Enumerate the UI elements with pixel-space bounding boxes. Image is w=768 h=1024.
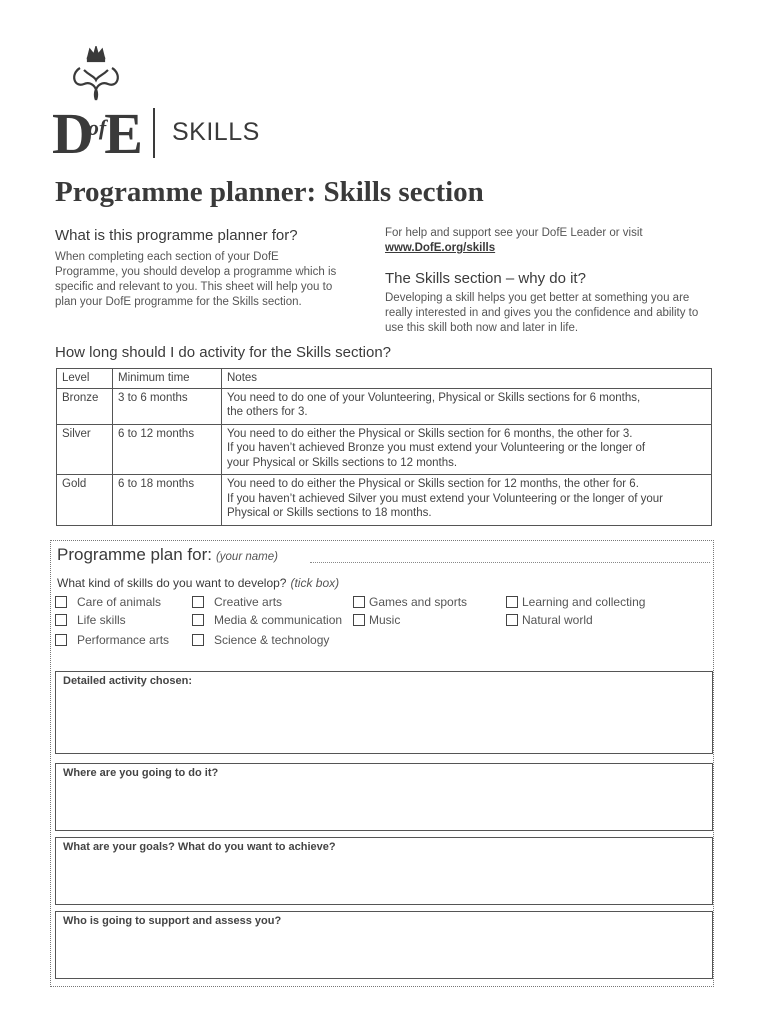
dofe-logo: $D^{of}E$ <box>52 101 139 166</box>
intro-left <box>55 227 345 310</box>
help-link[interactable]: www.DofE.org/skills <box>385 242 496 254</box>
table-row <box>57 475 712 526</box>
field-label: Detailed activity chosen: <box>63 675 192 687</box>
column-header: Notes <box>222 369 712 389</box>
checkbox-label: Learning and collecting <box>522 595 646 609</box>
logo-section-label: SKILLS <box>172 118 260 146</box>
intro-right <box>385 226 705 336</box>
checkbox-box[interactable] <box>506 614 518 626</box>
checkbox-care-of-animals[interactable] <box>55 595 161 609</box>
goals-field[interactable] <box>55 837 713 905</box>
checkbox-label: Natural world <box>522 613 593 627</box>
support-assessor-field[interactable] <box>55 911 713 979</box>
checkbox-label: Performance arts <box>77 633 170 647</box>
notes-cell <box>222 475 712 526</box>
table-row <box>57 388 712 424</box>
skills-question-text: What kind of skills do you want to develop? <box>57 576 287 590</box>
note-line: your Physical or Skills sections to 12 months. <box>227 456 458 469</box>
checkbox-natural-world[interactable] <box>506 613 593 627</box>
checkbox-label: Creative arts <box>214 595 283 609</box>
detailed-activity-field[interactable] <box>55 671 713 754</box>
checkbox-creative-arts[interactable] <box>192 595 282 609</box>
tick-box-hint: (tick box) <box>290 576 340 590</box>
checkbox-box[interactable] <box>353 596 365 608</box>
checkbox-science-technology[interactable] <box>192 633 329 647</box>
note-line: If you haven’t achieved Bronze you must extend your Volunteering or the longer of <box>227 442 646 454</box>
notes-cell <box>222 424 712 475</box>
checkbox-label: Music <box>369 613 401 627</box>
logo-divider <box>153 108 155 158</box>
name-hint: (your name) <box>215 551 278 563</box>
checkbox-box[interactable] <box>55 596 67 608</box>
note-line: Physical or Skills sections to 18 months. <box>227 507 432 519</box>
checkbox-label: Science & technology <box>214 633 330 647</box>
field-label: Where are you going to do it? <box>63 767 219 779</box>
checkbox-performance-arts[interactable] <box>55 633 169 647</box>
location-field[interactable] <box>55 763 713 831</box>
level-cell: Gold <box>57 475 113 526</box>
checkbox-box[interactable] <box>506 596 518 608</box>
checkbox-label: Media & communication <box>214 613 343 627</box>
checkbox-learning-and-collecting[interactable] <box>506 595 645 609</box>
page-title: Programme planner: Skills section <box>55 176 484 208</box>
name-input-line[interactable] <box>310 561 710 563</box>
checkbox-music[interactable] <box>353 613 400 627</box>
min-time-cell: 3 to 6 months <box>113 388 222 424</box>
checkbox-media-communication[interactable] <box>192 613 342 627</box>
note-line: If you haven’t achieved Silver you must extend your Volunteering or the longer of your <box>227 492 663 505</box>
checkbox-label: Care of animals <box>77 595 162 609</box>
checkbox-box[interactable] <box>192 614 204 626</box>
intro-heading: What is this programme planner for? <box>55 227 298 244</box>
level-cell: Silver <box>57 424 113 475</box>
plan-title-text: Programme plan for: <box>57 545 212 564</box>
note-line: the others for 3. <box>227 406 308 418</box>
checkbox-box[interactable] <box>353 614 365 626</box>
checkbox-box[interactable] <box>55 634 67 646</box>
duration-table <box>56 368 712 526</box>
checkbox-box[interactable] <box>55 614 67 626</box>
column-header: Minimum time <box>113 369 222 389</box>
plan-title <box>57 545 278 565</box>
note-line: You need to do either the Physical or Skills section for 12 months, the other for 6. <box>227 478 639 490</box>
duration-heading: How long should I do activity for the Skills section? <box>55 344 391 361</box>
notes-cell <box>222 388 712 424</box>
checkbox-label: Life skills <box>77 613 126 627</box>
column-header: Level <box>57 369 113 389</box>
note-line: You need to do one of your Volunteering, Physical or Skills sections for 6 months, <box>227 391 641 404</box>
skills-question <box>57 576 339 590</box>
why-body: Developing a skill helps you get better at something you are really interested in and gives you the confidence and ability to use this skill both now and later in life. <box>385 292 699 334</box>
why-heading: The Skills section – why do it? <box>385 270 586 287</box>
min-time-cell: 6 to 18 months <box>113 475 222 526</box>
checkbox-games-and-sports[interactable] <box>353 595 467 609</box>
intro-body: When completing each section of your DofE Programme, you should develop a programme which is specific and relevant to you. This sheet will help you to plan your DofE programme for the Skills section. <box>55 251 337 308</box>
checkbox-box[interactable] <box>192 634 204 646</box>
crown-emblem-icon <box>70 46 122 106</box>
checkbox-life-skills[interactable] <box>55 613 126 627</box>
field-label: Who is going to support and assess you? <box>63 915 282 927</box>
checkbox-label: Games and sports <box>369 595 468 609</box>
level-cell: Bronze <box>57 388 113 424</box>
table-header-row <box>57 369 712 389</box>
min-time-cell: 6 to 12 months <box>113 424 222 475</box>
checkbox-box[interactable] <box>192 596 204 608</box>
note-line: You need to do either the Physical or Skills section for 6 months, the other for 3. <box>227 427 633 440</box>
table-row <box>57 424 712 475</box>
help-text: For help and support see your DofE Leader or visit <box>385 227 643 239</box>
field-label: What are your goals? What do you want to achieve? <box>63 841 336 853</box>
